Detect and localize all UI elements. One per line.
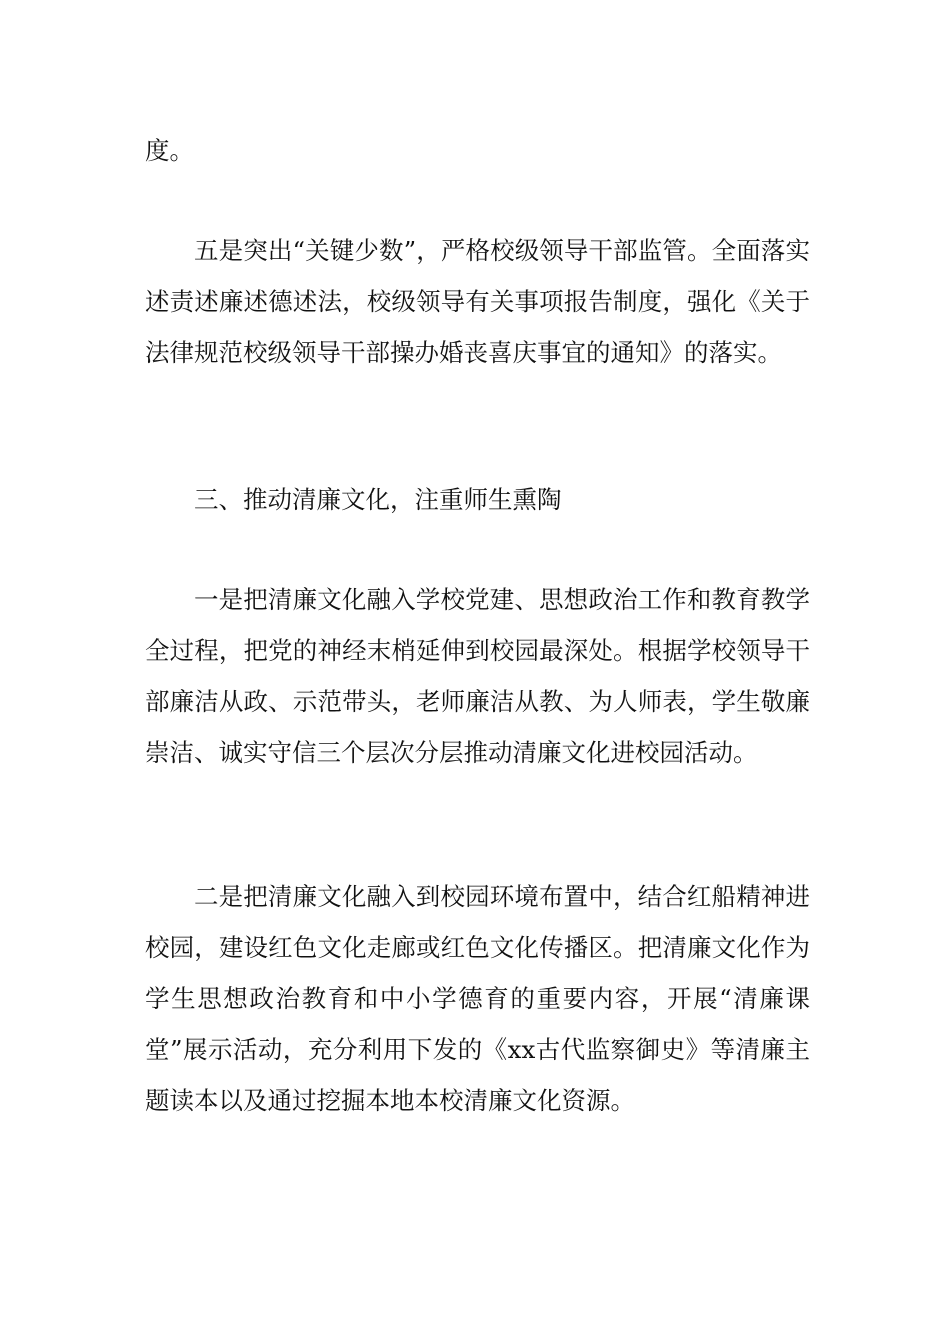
paragraph-five-key-minority: 五是突出“关键少数”，严格校级领导干部监管。全面落实述责述廉述德述法，校级领导有关事项报告制度，强化《关于法律规范校级领导干部操办婚丧喜庆事宜的通知》的落实。 [145, 236, 810, 367]
paragraph-continuation: 度。 [145, 136, 194, 165]
paragraph-one-integrate-culture: 一是把清廉文化融入学校党建、思想政治工作和教育教学全过程，把党的神经末梢延伸到校园最深处。根据学校领导干部廉洁从政、示范带头，老师廉洁从教、为人师表，学生敬廉崇洁、诚实守信三个层次分层推动清廉文化进校园活动。 [145, 585, 810, 767]
section-heading-three: 三、推动清廉文化，注重师生熏陶 [194, 485, 562, 514]
paragraph-two-campus-environment: 二是把清廉文化融入到校园环境布置中，结合红船精神进校园，建设红色文化走廊或红色文化传播区。把清廉文化作为学生思想政治教育和中小学德育的重要内容，开展“清廉课堂”展示活动，充分利用下发的《xx古代监察御史》等清廉主题读本以及通过挖掘本地本校清廉文化资源。 [145, 882, 810, 1115]
